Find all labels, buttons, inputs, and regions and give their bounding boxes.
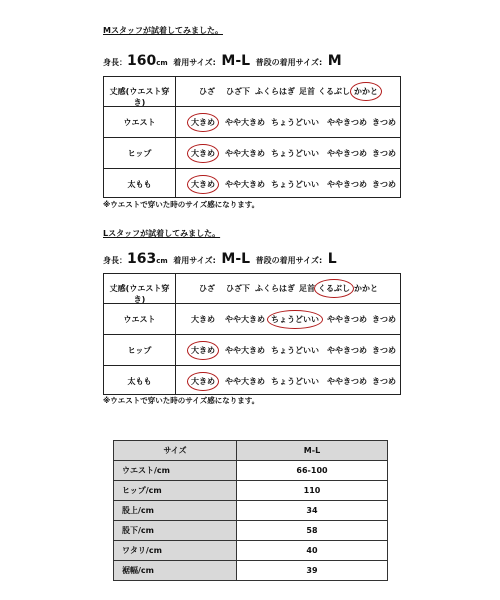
fit-row-label: ヒップ xyxy=(127,346,152,355)
length-row xyxy=(104,274,400,303)
length-option: ひざ xyxy=(199,87,215,96)
fit-row-hip xyxy=(104,334,400,365)
fit-note: ※ウエストで穿いた時のサイズ感になります。 xyxy=(103,396,260,405)
fit-row-thigh xyxy=(104,168,400,197)
length-option: ふくらはぎ xyxy=(255,284,295,293)
fit-row-label: ヒップ xyxy=(127,149,152,158)
length-option: ひざ下 xyxy=(226,284,250,293)
wear-size-value: M-L xyxy=(221,53,251,69)
fit-option: ちょうどいい xyxy=(271,346,319,355)
fit-option: ややきつめ xyxy=(327,315,367,324)
measure-value: 110 xyxy=(237,481,388,501)
height-unit: cm xyxy=(156,257,168,265)
size-header-key: サイズ xyxy=(114,441,237,461)
fit-option: きつめ xyxy=(372,118,396,127)
fit-option: ちょうどいい xyxy=(271,149,319,158)
fit-grid xyxy=(103,76,401,198)
measure-value: 39 xyxy=(237,561,388,581)
fit-option: ちょうどいい xyxy=(271,377,319,386)
fit-option: ちょうどいい xyxy=(271,118,319,127)
section-heading: Lスタッフが試着してみました。 xyxy=(103,229,221,238)
size-table-row xyxy=(114,501,388,521)
fit-option: やや大きめ xyxy=(225,149,265,158)
length-option: 足首 xyxy=(299,87,315,96)
height-label: 身長： xyxy=(103,256,127,265)
length-label: 丈感(ウエスト穿き) xyxy=(109,284,170,304)
size-table-row xyxy=(114,541,388,561)
length-option-selected: かかと xyxy=(354,87,378,96)
size-table-header xyxy=(114,441,388,461)
length-option: ひざ xyxy=(199,284,215,293)
length-option: 足首 xyxy=(299,284,315,293)
size-table-row xyxy=(114,561,388,581)
usual-size-value: L xyxy=(327,251,337,267)
fit-note: ※ウエストで穿いた時のサイズ感になります。 xyxy=(103,200,260,209)
fit-option: やや大きめ xyxy=(225,180,265,189)
usual-size-value: M xyxy=(327,53,342,69)
fit-option: きつめ xyxy=(372,346,396,355)
fit-option-selected: 大きめ xyxy=(191,377,215,386)
fit-option: 大きめ xyxy=(191,315,215,324)
fit-row-waist xyxy=(104,303,400,334)
wear-size-label: 着用サイズ: xyxy=(173,256,216,265)
fit-option: やや大きめ xyxy=(225,346,265,355)
fit-option: ややきつめ xyxy=(327,346,367,355)
fit-option: ちょうどいい xyxy=(271,180,319,189)
size-table-row xyxy=(114,481,388,501)
height-label: 身長： xyxy=(103,58,127,67)
size-table-row xyxy=(114,461,388,481)
length-label: 丈感(ウエスト穿き) xyxy=(109,87,170,107)
fit-option: ややきつめ xyxy=(327,180,367,189)
length-row xyxy=(104,77,400,106)
measure-value: 40 xyxy=(237,541,388,561)
staff-info-line xyxy=(103,248,337,267)
fit-option: やや大きめ xyxy=(225,377,265,386)
fit-option: きつめ xyxy=(372,180,396,189)
fit-row-label: ウエスト xyxy=(123,315,156,324)
length-option: かかと xyxy=(354,284,378,293)
length-option: くるぶし xyxy=(318,87,350,96)
fit-row-label: 太もも xyxy=(127,180,152,189)
measure-label: ヒップ/cm xyxy=(114,481,237,501)
fit-option: きつめ xyxy=(372,315,396,324)
measure-label: 股上/cm xyxy=(114,501,237,521)
fit-row-label: ウエスト xyxy=(123,118,156,127)
length-option: ひざ下 xyxy=(226,87,250,96)
size-header-value: M-L xyxy=(237,441,388,461)
size-table-row xyxy=(114,521,388,541)
length-option-selected: くるぶし xyxy=(318,284,350,293)
fit-option: やや大きめ xyxy=(225,315,265,324)
length-option: ふくらはぎ xyxy=(255,87,295,96)
fit-grid xyxy=(103,273,401,395)
wear-size-label: 着用サイズ: xyxy=(173,58,216,67)
height-value: 163 xyxy=(127,251,157,267)
height-value: 160 xyxy=(127,53,157,69)
fit-option-selected: 大きめ xyxy=(191,180,215,189)
wear-size-value: M-L xyxy=(221,251,251,267)
fit-option: ややきつめ xyxy=(327,377,367,386)
usual-size-label: 普段の着用サイズ: xyxy=(255,58,323,67)
measure-value: 58 xyxy=(237,521,388,541)
fit-option: ややきつめ xyxy=(327,118,367,127)
fit-option: きつめ xyxy=(372,377,396,386)
measure-label: ウエスト/cm xyxy=(114,461,237,481)
height-unit: cm xyxy=(156,59,168,67)
fit-option-selected: ちょうどいい xyxy=(271,315,319,324)
measure-value: 66-100 xyxy=(237,461,388,481)
fit-option-selected: 大きめ xyxy=(191,346,215,355)
fit-option-selected: 大きめ xyxy=(191,118,215,127)
fit-row-thigh xyxy=(104,365,400,394)
staff-info-line xyxy=(103,50,342,69)
fit-row-hip xyxy=(104,137,400,168)
fit-option: やや大きめ xyxy=(225,118,265,127)
fit-option: きつめ xyxy=(372,149,396,158)
section-heading: Mスタッフが試着してみました。 xyxy=(103,26,223,35)
fit-row-label: 太もも xyxy=(127,377,152,386)
fit-option: ややきつめ xyxy=(327,149,367,158)
fit-row-waist xyxy=(104,106,400,137)
measure-label: 股下/cm xyxy=(114,521,237,541)
fit-option-selected: 大きめ xyxy=(191,149,215,158)
measure-value: 34 xyxy=(237,501,388,521)
size-table xyxy=(113,440,388,581)
usual-size-label: 普段の着用サイズ: xyxy=(255,256,323,265)
measure-label: ワタリ/cm xyxy=(114,541,237,561)
measure-label: 裾幅/cm xyxy=(114,561,237,581)
